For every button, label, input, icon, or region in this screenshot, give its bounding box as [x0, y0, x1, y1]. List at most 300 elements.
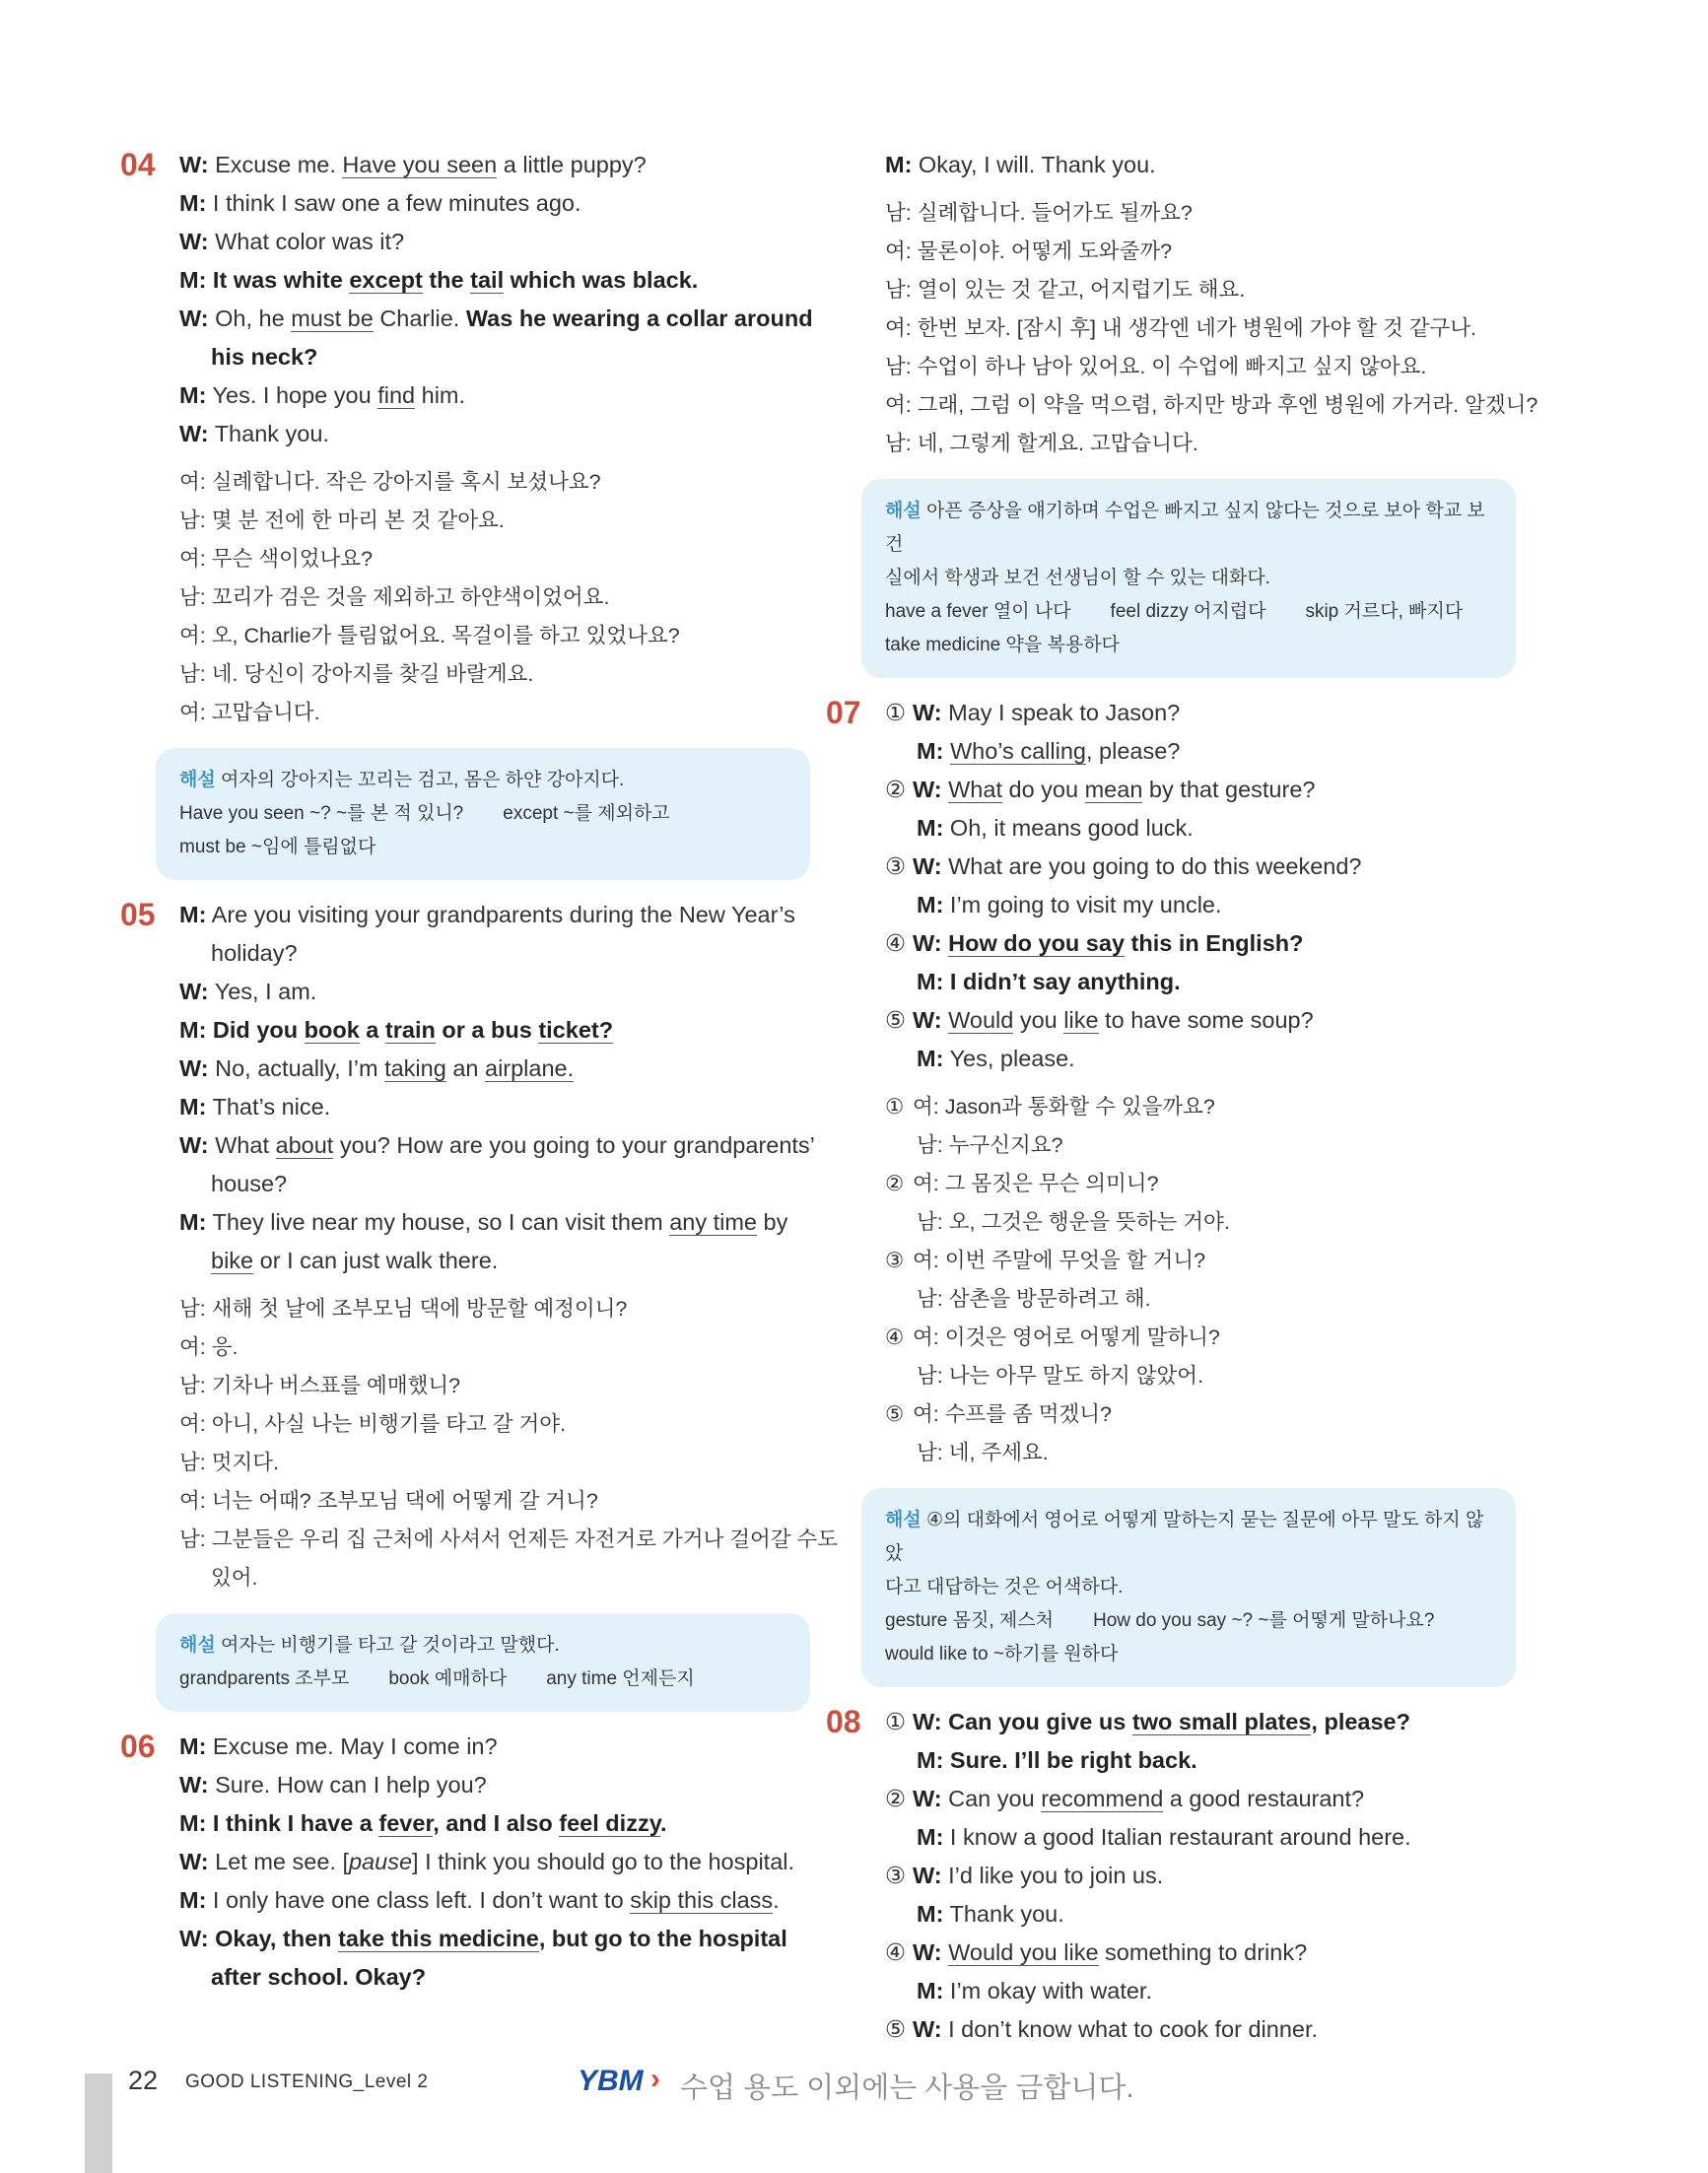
speaker-label: 여: [913, 1095, 939, 1119]
speaker-label: 여: [885, 239, 912, 263]
line-text: an [445, 1055, 485, 1081]
section-06-continued [826, 146, 1538, 678]
line-text: or I can just walk there. [253, 1248, 499, 1273]
translation-text: 몇 분 전에 한 마리 본 것 같아요. [205, 509, 505, 532]
blank-answer: except [349, 267, 423, 293]
blank-answer: book [304, 1017, 360, 1043]
speaker-label: W: [913, 1007, 942, 1033]
line-text: No, actually, I’m [208, 1055, 385, 1081]
explanation-body: 여자의 강아지는 꼬리는 검고, 몸은 하얀 강아지다. [215, 770, 625, 790]
translation-text: 새해 첫 날에 조부모님 댁에 방문할 예정이니? [205, 1297, 628, 1321]
line-text: holiday? [211, 940, 298, 966]
dialogue-line [179, 376, 810, 415]
line-text: him. [415, 382, 466, 408]
translation-text: 있어. [211, 1566, 258, 1590]
translation-text: 수업이 하나 남아 있어요. 이 수업에 빠지고 싶지 않아요. [911, 355, 1427, 378]
translation-line [885, 348, 1516, 386]
dialogue-line [885, 1818, 1516, 1857]
choice-number: ⑤ [885, 1402, 905, 1426]
speaker-label: W: [913, 1786, 942, 1811]
translation-block [179, 463, 810, 732]
speaker-label: W: [179, 1926, 209, 1951]
speaker-label: M: [917, 1747, 944, 1773]
vocab-row [885, 1638, 1492, 1671]
speaker-label: M: [885, 152, 913, 177]
translation-text: 무슨 색이었나요? [205, 547, 374, 571]
dialogue-line [885, 1040, 1516, 1078]
line-text: I only have one class left. I don’t want to [206, 1887, 631, 1913]
speaker-label: M: [179, 190, 207, 216]
speaker-label: M: [179, 1733, 207, 1759]
vocab-item: gesture 몸짓, 제스처 [885, 1610, 1054, 1631]
translation-text: 실례합니다. 작은 강아지를 혹시 보셨나요? [205, 470, 601, 494]
right-column [826, 146, 1538, 2049]
speaker-label: 남: [179, 1297, 206, 1321]
vocab-row [179, 831, 786, 864]
bold-text: , and I also [433, 1810, 560, 1836]
line-text: What [208, 1132, 276, 1158]
translation-text: 열이 있는 것 같고, 어지럽기도 해요. [911, 278, 1246, 302]
speaker-label: 남: [885, 355, 912, 378]
line-text: a good restaurant? [1163, 1786, 1365, 1811]
blank-answer: tail [470, 267, 505, 293]
dialogue-line [179, 1881, 810, 1920]
speaker-label: 여: [913, 1172, 939, 1195]
bold-text: the [422, 267, 471, 293]
section-number: 04 [120, 147, 156, 182]
speaker-label: W: [913, 853, 942, 879]
translation-block [885, 1088, 1516, 1472]
translation-line [885, 386, 1538, 425]
speaker-label: 여: [913, 1249, 939, 1272]
dialogue-line [179, 1804, 810, 1843]
translation-line [179, 578, 810, 617]
translation-line [179, 655, 810, 694]
speaker-label: 여: [179, 1412, 206, 1436]
dialogue-line [179, 1843, 810, 1881]
line-text: Yes. I hope you [206, 382, 378, 408]
line-text: I’m okay with water. [943, 1978, 1152, 2003]
speaker-label: W: [179, 1849, 209, 1874]
speaker-label: 남: [885, 201, 912, 225]
translation-text: 한번 보자. [잠시 후] 내 생각엔 네가 병원에 가야 할 것 같구나. [911, 316, 1477, 340]
line-text: Thank you. [208, 421, 329, 446]
explanation-body: 여자는 비행기를 타고 갈 것이라고 말했다. [215, 1635, 560, 1656]
section-number: 06 [120, 1729, 156, 1764]
choice-number: ④ [885, 1939, 907, 1965]
bold-text: Was he wearing a collar around [465, 306, 813, 331]
dialogue-line [179, 338, 810, 376]
vocab-item: have a fever 열이 나다 [885, 601, 1071, 622]
line-text: Excuse me. May I come in? [206, 1733, 498, 1759]
translation-line [885, 1242, 1516, 1280]
dialogue-line [885, 1972, 1516, 2010]
translation-line [179, 1328, 810, 1367]
speaker-label: M: [179, 1209, 207, 1235]
line-text: Charlie. [373, 306, 466, 331]
speaker-label: W: [913, 2016, 942, 2042]
vocab-row [885, 595, 1492, 629]
explanation-label: 해설 [885, 1510, 922, 1530]
translation-line [179, 1405, 810, 1444]
blank-answer: Would [948, 1007, 1014, 1033]
speaker-label: 남: [917, 1287, 943, 1311]
blank-answer: Would you like [948, 1939, 1099, 1965]
vocab-item: skip 거르다, 빠지다 [1305, 601, 1464, 622]
dialogue-line [885, 1934, 1516, 1972]
line-text: by that gesture? [1142, 777, 1316, 802]
blank-answer: airplane. [485, 1055, 575, 1081]
translation-line [179, 502, 810, 540]
explanation-label: 해설 [885, 501, 922, 521]
speaker-label: M: [917, 1824, 944, 1850]
speaker-label: 여: [179, 1335, 206, 1359]
blank-answer: two small plates [1131, 1709, 1312, 1734]
bold-text: this in English? [1125, 930, 1304, 956]
blank-answer: fever [378, 1810, 434, 1836]
footer-side-bar [85, 2073, 112, 2173]
translation-line [179, 540, 810, 578]
dialogue-line [179, 261, 810, 300]
translation-text: 고맙습니다. [205, 701, 320, 724]
line-text [943, 738, 950, 764]
translation-block [179, 1290, 839, 1597]
vocab-item: book 예매하다 [388, 1668, 508, 1689]
explanation-label: 해설 [179, 770, 216, 790]
speaker-label: 여: [913, 1325, 939, 1349]
section-04 [120, 146, 813, 880]
speaker-label: 여: [179, 470, 206, 494]
line-text: That’s nice. [206, 1094, 331, 1120]
dialogue-line [179, 1766, 810, 1804]
vocab-item: any time 언제든지 [546, 1668, 695, 1689]
translation-line [885, 425, 1516, 463]
blank-answer: any time [669, 1209, 758, 1235]
translation-line [885, 233, 1516, 271]
line-text: do you [1001, 777, 1085, 802]
translation-line [885, 1126, 1516, 1165]
explanation-body: ④의 대화에서 영어로 어떻게 말하는지 묻는 질문에 아무 말도 하지 않았 [885, 1510, 1484, 1564]
dialogue-line [885, 1001, 1516, 1040]
speaker-label: 남: [179, 585, 206, 609]
bold-text: I think I have a [206, 1810, 379, 1836]
line-text: . [773, 1887, 780, 1913]
dialogue-line [885, 2010, 1516, 2049]
line-text: I don’t know what to cook for dinner. [941, 2016, 1319, 2042]
vocab-row [179, 797, 786, 831]
explanation-text [885, 495, 1492, 562]
speaker-label: 남: [885, 432, 912, 455]
speaker-label: 남: [917, 1133, 943, 1157]
translation-text: 이번 주말에 무엇을 할 거니? [938, 1249, 1206, 1272]
speaker-label: W: [179, 421, 209, 446]
translation-line [885, 1280, 1516, 1319]
blank-answer: like [1063, 1007, 1099, 1033]
speaker-label: 남: [179, 509, 206, 532]
chevron-right-icon: › [650, 2063, 660, 2095]
line-text: you [1013, 1007, 1064, 1033]
dialogue-line [179, 415, 810, 453]
translation-line [885, 1319, 1516, 1357]
translation-text: 물론이야. 어떻게 도와줄까? [911, 239, 1173, 263]
translation-text: 그래, 그럼 이 약을 먹으렴, 하지만 방과 후엔 병원에 가거라. 알겠니? [911, 393, 1538, 417]
speaker-label: 남: [917, 1210, 943, 1234]
translation-text: 네, 그렇게 할게요. 고맙습니다. [911, 432, 1198, 455]
bold-text: or a bus [435, 1017, 539, 1043]
vocab-item: would like to ~하기를 원하다 [885, 1644, 1119, 1664]
speaker-label: W: [179, 1132, 209, 1158]
speaker-label: M: [179, 382, 207, 408]
speaker-label: W: [179, 1772, 209, 1798]
vocab-item: except ~를 제외하고 [503, 803, 670, 824]
speaker-label: W: [913, 700, 942, 725]
vocab-item: take medicine 약을 복용하다 [885, 635, 1120, 655]
speaker-label: 여: [179, 624, 206, 647]
translation-text: 실례합니다. 들어가도 될까요? [911, 201, 1193, 225]
speaker-label: W: [913, 1863, 942, 1888]
line-text: Okay, I will. Thank you. [912, 152, 1156, 177]
blank-answer: mean [1084, 777, 1143, 802]
bold-text: I didn’t say anything. [943, 969, 1181, 994]
translation-text: 나는 아무 말도 하지 않았어. [942, 1364, 1204, 1388]
blank-answer: recommend [1041, 1786, 1164, 1811]
speaker-label: W: [179, 152, 209, 177]
translation-line [179, 463, 810, 502]
dialogue-line [179, 223, 810, 261]
translation-text: 삼촌을 방문하려고 해. [942, 1287, 1151, 1311]
dialogue-line [885, 848, 1516, 886]
speaker-label: M: [917, 1978, 944, 2003]
translation-text: 네, 주세요. [942, 1441, 1049, 1464]
speaker-label: W: [179, 1055, 209, 1081]
dialogue-line [179, 1050, 810, 1088]
blank-answer: about [275, 1132, 334, 1158]
choice-number: ② [885, 1172, 905, 1195]
line-text: a little puppy? [497, 152, 647, 177]
bold-text: his neck? [211, 344, 318, 370]
bold-text: Sure. I’ll be right back. [943, 1747, 1197, 1773]
book-title: GOOD LISTENING_Level 2 [185, 2071, 429, 2092]
bold-text: Okay, then [208, 1926, 339, 1951]
ybm-logo: YBM [578, 2065, 644, 2097]
blank-answer: take this medicine [338, 1926, 539, 1951]
line-text: , please? [1085, 738, 1181, 764]
blank-answer: How do you say [948, 930, 1126, 956]
bold-text: Did you [206, 1017, 305, 1043]
blank-answer: Who’s calling [949, 738, 1086, 764]
line-text: Thank you. [943, 1901, 1064, 1927]
explanation-label: 해설 [179, 1635, 216, 1656]
choice-number: ④ [885, 930, 907, 956]
dialogue-line [885, 924, 1516, 963]
dialogue-line [179, 300, 813, 338]
line-text: Oh, he [208, 306, 292, 331]
dialogue-line [885, 1895, 1516, 1934]
speaker-label: 여: [179, 547, 206, 571]
translation-text: 누구신지요? [942, 1133, 1063, 1157]
speaker-label: 남: [179, 1374, 206, 1397]
dialogue-line [885, 1703, 1516, 1741]
blank-answer: train [384, 1017, 436, 1043]
explanation-text [179, 1629, 786, 1663]
line-text: May I speak to Jason? [941, 700, 1181, 725]
dialogue-line [179, 184, 810, 223]
dialogue-line [885, 963, 1516, 1001]
dialogue-line [885, 1780, 1516, 1818]
vocab-row [885, 1604, 1492, 1638]
speaker-label: M: [917, 892, 944, 917]
translation-line [885, 1434, 1516, 1472]
choice-number: ③ [885, 853, 907, 879]
line-text: I know a good Italian restaurant around here. [943, 1824, 1411, 1850]
dialogue-line [179, 934, 810, 973]
speaker-label: 남: [917, 1441, 943, 1464]
line-text: What color was it? [208, 229, 405, 254]
translation-text: 꼬리가 검은 것을 제외하고 하얀색이었어요. [205, 585, 610, 609]
speaker-label: 남: [917, 1364, 943, 1388]
explanation-body: 실에서 학생과 보건 선생님이 할 수 있는 대화다. [885, 568, 1270, 588]
blank-answer: What [948, 777, 1002, 802]
choice-number: ② [885, 1786, 907, 1811]
speaker-label: M: [917, 738, 944, 764]
dialogue-line [179, 1242, 810, 1280]
translation-line [885, 1395, 1516, 1434]
translation-line [885, 1357, 1516, 1395]
dialogue-line [179, 1011, 810, 1050]
section-05 [120, 896, 839, 1712]
speaker-label: M: [179, 1094, 207, 1120]
translation-line [179, 1367, 810, 1405]
speaker-label: 남: [885, 278, 912, 302]
section-06 [120, 1728, 810, 1997]
blank-answer: must be [291, 306, 374, 331]
speaker-label: W: [179, 306, 209, 331]
speaker-label: M: [917, 815, 944, 841]
line-text: Sure. How can I help you? [208, 1772, 487, 1798]
dialogue-line [179, 896, 810, 934]
bold-text: a [359, 1017, 385, 1043]
dialogue-line [179, 1728, 810, 1766]
translation-text: 아니, 사실 나는 비행기를 타고 갈 거야. [205, 1412, 567, 1436]
translation-line [885, 1165, 1516, 1203]
explanation-box [156, 748, 810, 880]
translation-text: 오, Charlie가 틀림없어요. 목걸이를 하고 있었나요? [205, 624, 680, 647]
dialogue-line [885, 1741, 1516, 1780]
choice-number: ① [885, 700, 907, 725]
translation-line [179, 1559, 810, 1597]
choice-number: ④ [885, 1325, 905, 1349]
choice-number: ⑤ [885, 1007, 907, 1033]
translation-text: 멋지다. [205, 1451, 280, 1474]
vocab-item: Have you seen ~? ~를 본 적 있니? [179, 803, 464, 824]
dialogue-line [179, 1126, 815, 1165]
speaker-label: M: [179, 1810, 207, 1836]
speaker-label: 남: [179, 662, 206, 686]
explanation-box [156, 1613, 810, 1712]
blank-answer: feel dizzy [559, 1810, 661, 1836]
speaker-label: M: [179, 1017, 207, 1043]
line-text: something to drink? [1098, 1939, 1308, 1965]
speaker-label: 남: [179, 1528, 206, 1551]
translation-text: 너는 어때? 조부모님 댁에 어떻게 갈 거니? [205, 1489, 598, 1513]
dialogue-line [885, 809, 1516, 848]
translation-line [885, 194, 1516, 233]
vocab-item: must be ~임에 틀림없다 [179, 837, 376, 857]
choice-number: ② [885, 777, 907, 802]
line-text: Yes, I am. [208, 979, 317, 1004]
line-text: They live near my house, so I can visit them [206, 1209, 670, 1235]
bold-text: , but go to the hospital [538, 1926, 787, 1951]
dialogue-line [179, 1203, 810, 1242]
bold-text: which was black. [504, 267, 699, 293]
translation-block [885, 194, 1538, 463]
line-text: Are you visiting your grandparents during the New Year’s [206, 902, 795, 927]
speaker-label: W: [913, 930, 942, 956]
dialogue-line [885, 146, 1516, 184]
translation-line [885, 1088, 1516, 1126]
section-number: 08 [826, 1704, 861, 1739]
usage-notice: 수업 용도 이외에는 사용을 금합니다. [680, 2072, 1134, 2104]
line-text: I’d like you to join us. [941, 1863, 1164, 1888]
line-text: Can you [941, 1786, 1042, 1811]
translation-line [179, 694, 810, 732]
speaker-label: 남: [179, 1451, 206, 1474]
line-text: ] I think you should go to the hospital. [412, 1849, 795, 1874]
dialogue-line [179, 1958, 810, 1997]
speaker-label: 여: [179, 701, 206, 724]
dialogue-line [179, 1165, 810, 1203]
translation-line [179, 617, 810, 655]
line-text: house? [211, 1171, 288, 1196]
speaker-label: M: [917, 969, 944, 994]
line-text: Excuse me. [208, 152, 343, 177]
choice-number: ③ [885, 1249, 905, 1272]
translation-line [885, 1203, 1516, 1242]
translation-text: 그 몸짓은 무슨 의미니? [938, 1172, 1159, 1195]
translation-line [179, 1290, 810, 1328]
speaker-label: M: [917, 1901, 944, 1927]
left-column [120, 146, 839, 1997]
dialogue-line [179, 146, 810, 184]
translation-line [179, 1444, 810, 1482]
blank-answer: ticket? [538, 1017, 614, 1043]
line-text: by [757, 1209, 788, 1235]
blank-answer: Have you seen [342, 152, 498, 177]
blank-answer: bike [211, 1248, 254, 1273]
vocab-item: feel dizzy 어지럽다 [1110, 601, 1266, 622]
explanation-box [861, 1488, 1516, 1687]
section-07 [826, 694, 1516, 1687]
translation-line [885, 271, 1516, 309]
line-text: Let me see. [ [208, 1849, 349, 1874]
dialogue-line [179, 1088, 810, 1126]
line-text: I’m going to visit my uncle. [943, 892, 1222, 917]
stage-direction: pause [348, 1849, 413, 1874]
translation-line [885, 309, 1516, 348]
blank-answer: find [377, 382, 416, 408]
explanation-body: 다고 대답하는 것은 어색하다. [885, 1577, 1124, 1597]
line-text: Yes, please. [943, 1046, 1075, 1071]
dialogue-line [885, 1857, 1516, 1895]
speaker-label: 여: [913, 1402, 939, 1426]
vocab-row [179, 1663, 786, 1696]
speaker-label: 여: [885, 316, 912, 340]
choice-number: ③ [885, 1863, 907, 1888]
page-number: 22 [128, 2066, 159, 2095]
speaker-label: W: [913, 1709, 942, 1734]
bold-text: , please? [1311, 1709, 1410, 1734]
explanation-text [179, 764, 786, 797]
